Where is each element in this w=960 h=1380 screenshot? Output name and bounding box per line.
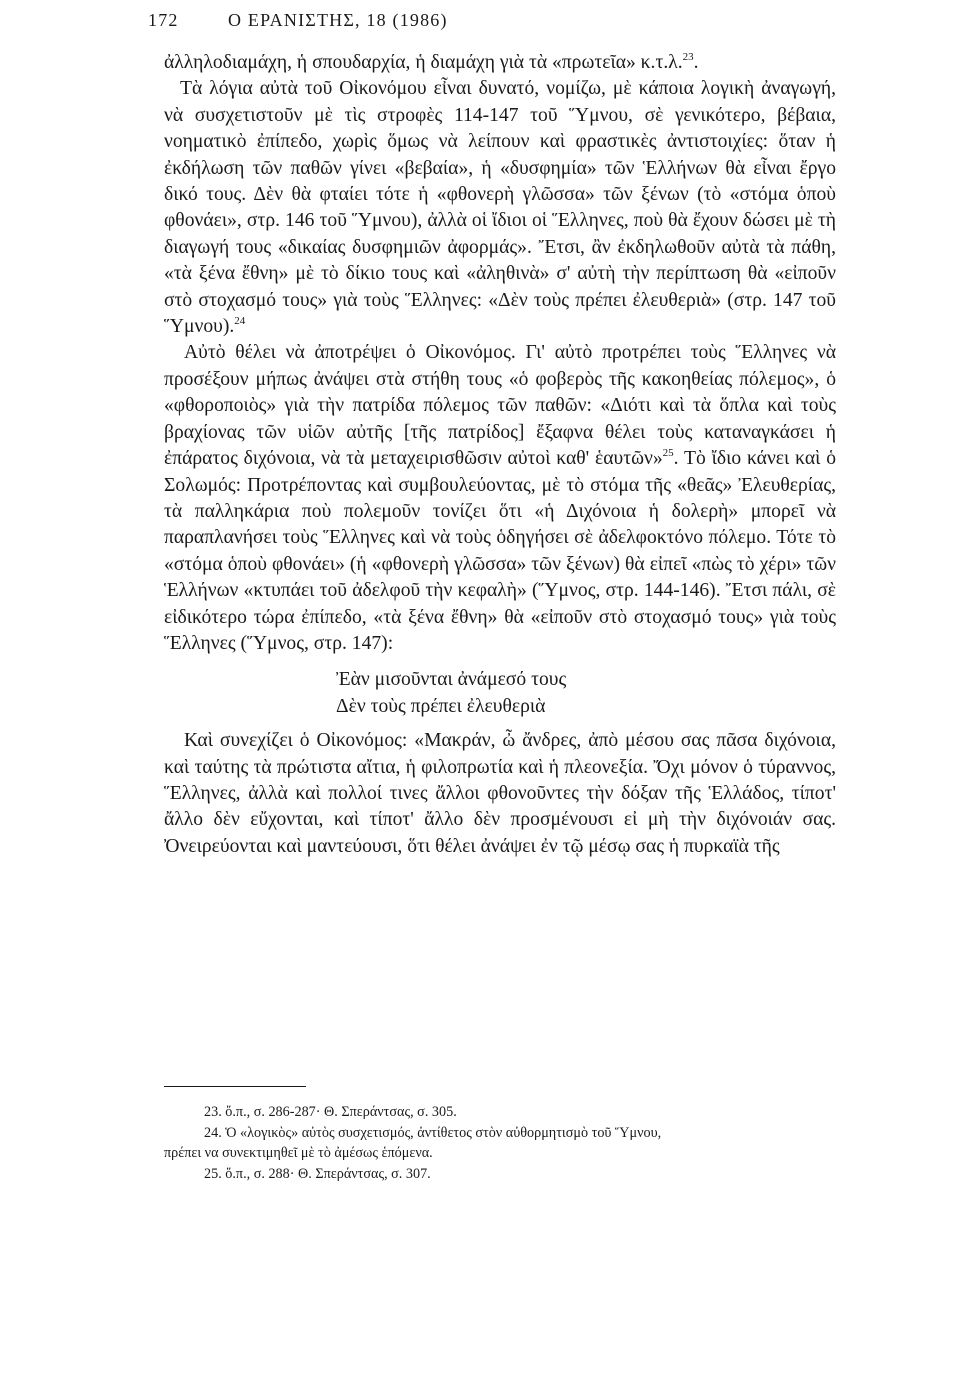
footnote-ref-25: 25	[662, 447, 674, 460]
paragraph-4-text: Καὶ συνεχίζει ὁ Οἰκονόμος: «Μακράν, ὦ ἄνδρες, ἀπὸ μέσου σας πᾶσα διχόνοια, καὶ ταύτης τὰ πρώτιστα αἴτια, ἡ φιλοπρωτία καὶ ἡ πλεονεξία. Ὄχι μόνον ὁ τύραννος, Ἕλληνες, ἀλλὰ καὶ πολλοί τινες ἄλλοι φθονοῦντες τὴν δόξαν τῆς Ἑλλάδος, τίποτ' ἄλλο δὲν εὔχονται, καὶ τίποτ' ἄλλο δὲν προσμένουσι εἰ μὴ τὴν διχόνοιάν σας. Ὀνειρεύονται καὶ μαντεύουσι, ὅτι θέλει ἀνάψει ἐν τῷ μέσῳ σας ἡ πυρκαϊὰ τῆς	[164, 730, 836, 857]
page-number: 172	[148, 10, 179, 30]
paragraph-3-text-a: Αὐτὸ θέλει νὰ ἀποτρέψει ὁ Οἰκονόμος. Γι' αὐτὸ προτρέπει τοὺς Ἕλληνες νὰ προσέξουν μήπως ἀνάψει στὰ στήθη τους «ὁ φοβερὸς τῆς κακοηθείας πόλεμος», ὁ «φθοροποιὸς» γιὰ τὴν πατρίδα πόλεμος τῶν παθῶν: «Διότι καὶ τὰ ὅπλα καὶ τοὺς βραχίονας τῶν υἱῶν αὐτῆς [τῆς πατρίδος] ἔξαφνα θέλει τοὺς καταναγκάσει ἡ ἐπάρατος διχόνοια, νὰ τὰ μεταχειρισθῶσιν αὐτοὶ καθ' ἑαυτῶν»	[164, 342, 836, 470]
footnote-ref-23: 23	[682, 51, 694, 63]
footnotes	[164, 1102, 836, 1184]
paragraph-1-end: .	[693, 52, 699, 73]
footnote-ref-24: 24	[234, 315, 246, 328]
paragraph-4	[164, 728, 836, 860]
paragraph-1	[164, 50, 836, 76]
footnote-24-continued: πρέπει να συνεκτιμηθεῖ μὲ τὸ ἀμέσως ἑπόμενα.	[164, 1145, 433, 1162]
page-header	[148, 10, 836, 34]
footnote-25: 25. ὅ.π., σ. 288· Θ. Σπεράντσας, σ. 307.	[204, 1165, 431, 1182]
main-text	[164, 50, 836, 860]
paragraph-3-text-b: . Τὸ ἴδιο κάνει καὶ ὁ Σολωμός: Προτρέποντας καὶ συμβουλεύοντας, μὲ τὸ στόμα τῆς «θεᾶς» Ἐλευθερίας, τὰ παλληκάρια ποὺ πολεμοῦν τονίζει ὅτι «ἡ Διχόνοια ἡ δολερὴ» μπορεῖ νὰ παραπλανήσει τοὺς Ἕλληνες καὶ νὰ τοὺς ὁδηγήσει σὲ ἀδελφοκτόνο πόλεμο. Τότε τὸ «στόμα ὁποὺ φθονάει» (ἡ «φθονερὴ γλῶσσα» τῶν ξένων) θὰ εἰπεῖ «πὼς τὸ χέρι» τῶν Ἑλλήνων «κτυπάει τοῦ ἀδελφοῦ τὴν κεφαλὴ» (Ὕμνος, στρ. 144-146). Ἔτσι πάλι, σὲ εἰδικότερο τώρα ἐπίπεδο, «τὰ ξένα ἔθνη» θὰ «εἰποῦν στὸ στοχασμό τους» γιὰ τοὺς Ἕλληνες (Ὕμνος, στρ. 147):	[164, 448, 836, 654]
running-title: Ο ΕΡΑΝΙΣΤΗΣ, 18 (1986)	[228, 10, 448, 30]
paragraph-1-text: ἀλληλοδιαμάχη, ἡ σπουδαρχία, ἡ διαμάχη γιὰ τὰ «πρωτεῖα» κ.τ.λ.	[164, 52, 683, 73]
paragraph-3	[164, 340, 836, 657]
paragraph-2	[164, 76, 836, 340]
footnote-divider	[164, 1086, 306, 1087]
paragraph-2-text: Τὰ λόγια αὐτὰ τοῦ Οἰκονόμου εἶναι δυνατό, νομίζω, μὲ κάποια λογικὴ ἀναγωγή, νὰ συσχετιστοῦν μὲ τὶς στροφὲς 114-147 τοῦ Ὕμνου, σὲ γενικότερο, βέβαια, νοηματικὸ ἐπίπεδο, χωρὶς ὅμως νὰ λείπουν καὶ φραστικὲς ἀντιστοιχίες: ὅταν ἡ ἐκδήλωση τῶν παθῶν γίνει «βεβαία», ἡ «δυσφημία» τῶν Ἑλλήνων θὰ εἶναι ἔργο δικό τους. Δὲν θὰ φταίει τότε ἡ «φθονερὴ γλῶσσα» τῶν ξένων (τὸ «στόμα ὁποὺ φθονάει», στρ. 146 τοῦ Ὕμνου), ἀλλὰ οἱ ἴδιοι οἱ Ἕλληνες, ποὺ θὰ ἔχουν δώσει μὲ τὴ διαγωγή τους «δικαίας δυσφημιῶν ἀφορμάς». Ἔτσι, ἂν ἐκδηλωθοῦν αὐτὰ τὰ πάθη, «τὰ ξένα ἔθνη» μὲ τὸ δίκιο τους καὶ «ἀληθινὰ» σ' αὐτὴ τὴν περίπτωση θὰ «εἰποῦν στὸ στοχασμό τους» γιὰ τοὺς Ἕλληνες: «Δὲν τοὺς πρέπει ἐλευθεριὰ» (στρ. 147 τοῦ Ὕμνου).	[164, 78, 836, 338]
verse-line-1: Ἐὰν μισοῦνται ἀνάμεσό τους	[336, 669, 567, 691]
footnote-23: 23. ὅ.π., σ. 286-287· Θ. Σπεράντσας, σ. 305.	[204, 1104, 457, 1120]
verse-quote	[164, 667, 836, 720]
footnote-24: 24. Ὁ «λογικὸς» αὐτὸς συσχετισμός, ἀντίθετος στὸν αὐθορμητισμὸ τοῦ Ὕμνου,	[204, 1124, 662, 1141]
verse-line-2: Δὲν τοὺς πρέπει ἐλευθεριὰ	[336, 695, 546, 717]
